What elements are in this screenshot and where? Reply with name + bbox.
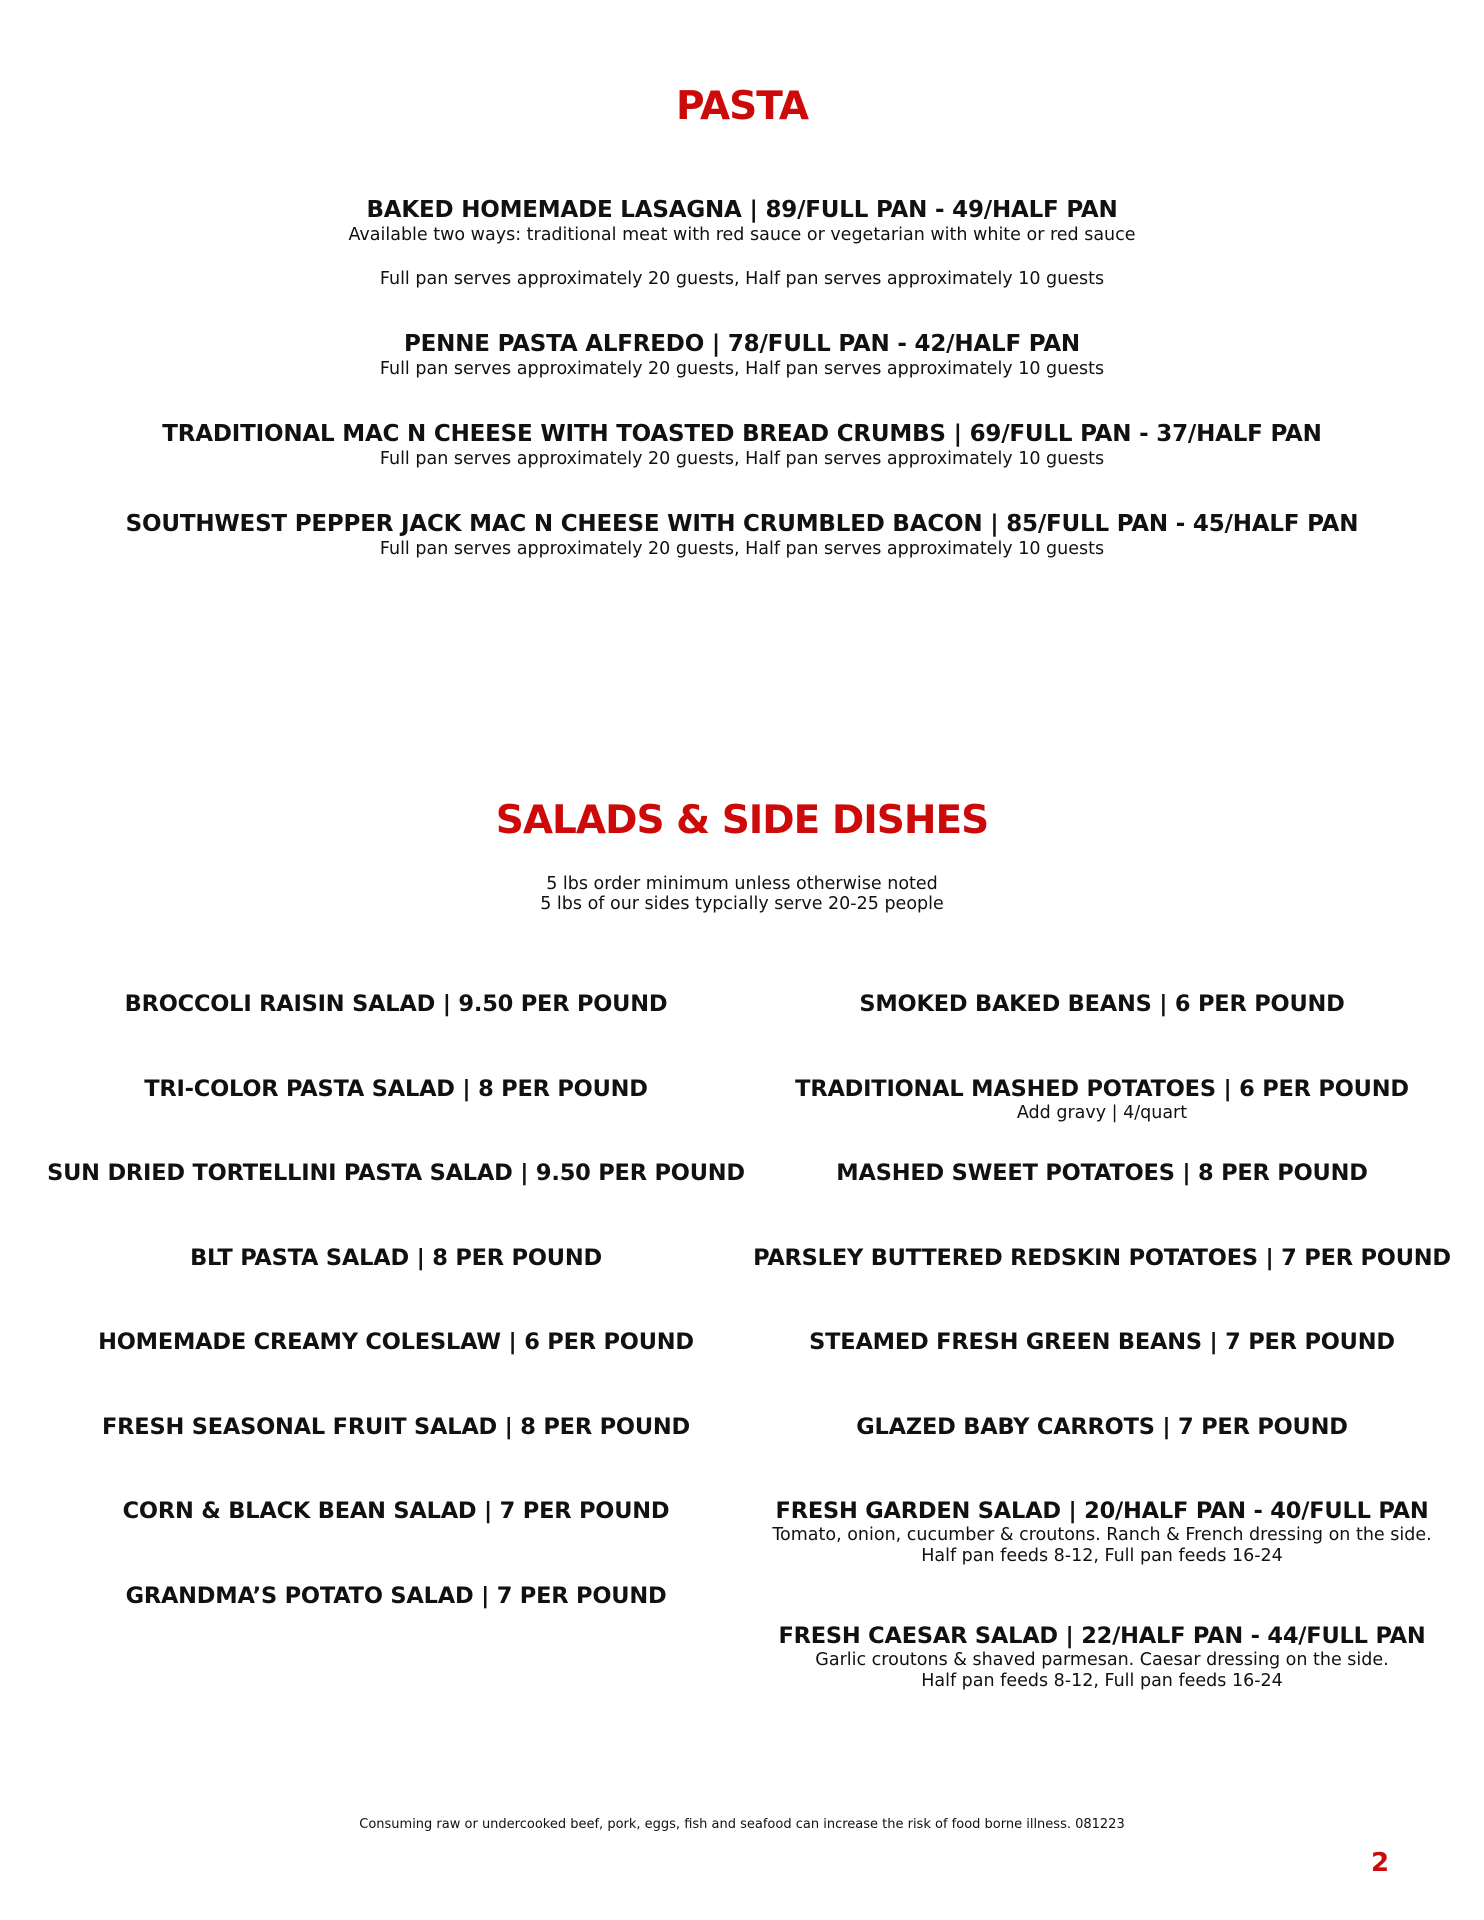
side-item-name: PARSLEY BUTTERED REDSKIN POTATOES | 7 PER POUND <box>753 1245 1451 1271</box>
pasta-section-title: PASTA <box>675 84 809 129</box>
side-item <box>18 1075 774 1103</box>
order-minimum-note: 5 lbs order minimum unless otherwise noted <box>546 874 938 894</box>
side-item <box>734 1075 1470 1124</box>
side-item-name: BLT PASTA SALAD | 8 PER POUND <box>190 1245 602 1271</box>
side-item-name: GLAZED BABY CARROTS | 7 PER POUND <box>856 1414 1348 1440</box>
pasta-item-name: TRADITIONAL MAC N CHEESE WITH TOASTED BREAD CRUMBS | 69/FULL PAN - 37/HALF PAN <box>162 421 1322 447</box>
side-item-name: FRESH SEASONAL FRUIT SALAD | 8 PER POUND <box>101 1414 691 1440</box>
side-item <box>18 1582 774 1610</box>
side-item <box>734 1497 1470 1567</box>
side-item-serving-note: Half pan feeds 8-12, Full pan feeds 16-24 <box>921 1546 1283 1566</box>
serving-size-note: 5 lbs of our sides typcially serve 20-25 people <box>540 894 944 914</box>
pasta-item <box>0 330 1484 380</box>
pasta-item-name: SOUTHWEST PEPPER JACK MAC N CHEESE WITH CRUMBLED BACON | 85/FULL PAN - 45/HALF PAN <box>125 511 1359 537</box>
side-item <box>734 990 1470 1018</box>
salads-notes <box>0 874 1484 914</box>
side-item-serving-note: Half pan feeds 8-12, Full pan feeds 16-24 <box>921 1671 1283 1691</box>
side-item <box>734 1622 1470 1692</box>
page-number: 2 <box>1370 1848 1390 1878</box>
side-item-name: TRADITIONAL MASHED POTATOES | 6 PER POUND <box>795 1076 1409 1102</box>
food-safety-disclaimer: Consuming raw or undercooked beef, pork, eggs, fish and seafood can increase the risk of food borne illness. 081223 <box>359 1817 1125 1832</box>
side-item-name: SUN DRIED TORTELLINI PASTA SALAD | 9.50 PER POUND <box>47 1160 745 1186</box>
side-item-name: SMOKED BAKED BEANS | 6 PER POUND <box>859 991 1345 1017</box>
pasta-item <box>0 510 1484 560</box>
side-item-name: HOMEMADE CREAMY COLESLAW | 6 PER POUND <box>98 1329 694 1355</box>
side-item <box>18 1413 774 1441</box>
side-item <box>18 1159 774 1187</box>
pasta-item-serving-note: Full pan serves approximately 20 guests, Half pan serves approximately 10 guests <box>379 449 1105 469</box>
side-item <box>734 1244 1470 1272</box>
pasta-item-name: BAKED HOMEMADE LASAGNA | 89/FULL PAN - 49/HALF PAN <box>366 197 1118 223</box>
side-item <box>734 1328 1470 1356</box>
side-item-note: Add gravy | 4/quart <box>1016 1103 1188 1123</box>
pasta-item-name: PENNE PASTA ALFREDO | 78/FULL PAN - 42/HALF PAN <box>404 331 1080 357</box>
side-item-name: FRESH GARDEN SALAD | 20/HALF PAN - 40/FULL PAN <box>775 1498 1429 1524</box>
side-item <box>18 1328 774 1356</box>
side-item-name: TRI-COLOR PASTA SALAD | 8 PER POUND <box>144 1076 648 1102</box>
side-item-name: CORN & BLACK BEAN SALAD | 7 PER POUND <box>122 1498 670 1524</box>
side-item-name: GRANDMA’S POTATO SALAD | 7 PER POUND <box>125 1583 667 1609</box>
side-item-name: MASHED SWEET POTATOES | 8 PER POUND <box>836 1160 1368 1186</box>
side-item-name: STEAMED FRESH GREEN BEANS | 7 PER POUND <box>809 1329 1395 1355</box>
side-item-name: FRESH CAESAR SALAD | 22/HALF PAN - 44/FULL PAN <box>778 1623 1426 1649</box>
side-item <box>18 1497 774 1525</box>
side-item <box>734 1159 1470 1187</box>
side-item-name: BROCCOLI RAISIN SALAD | 9.50 PER POUND <box>124 991 668 1017</box>
pasta-item-description: Available two ways: traditional meat with red sauce or vegetarian with white or red sauce <box>348 225 1136 245</box>
pasta-item <box>0 196 1484 290</box>
side-item-description: Garlic croutons & shaved parmesan. Caesar dressing on the side. <box>815 1650 1389 1670</box>
pasta-item-serving-note: Full pan serves approximately 20 guests, Half pan serves approximately 10 guests <box>379 359 1105 379</box>
pasta-item <box>0 420 1484 470</box>
side-item <box>734 1413 1470 1441</box>
side-item <box>18 1244 774 1272</box>
pasta-item-serving-note: Full pan serves approximately 20 guests, Half pan serves approximately 10 guests <box>379 539 1105 559</box>
pasta-item-serving-note: Full pan serves approximately 20 guests, Half pan serves approximately 10 guests <box>379 269 1105 289</box>
pasta-list <box>0 196 1484 560</box>
side-item-description: Tomato, onion, cucumber & croutons. Ranch & French dressing on the side. <box>772 1525 1432 1545</box>
side-item <box>18 990 774 1018</box>
salads-section-title: SALADS & SIDE DISHES <box>495 798 989 843</box>
